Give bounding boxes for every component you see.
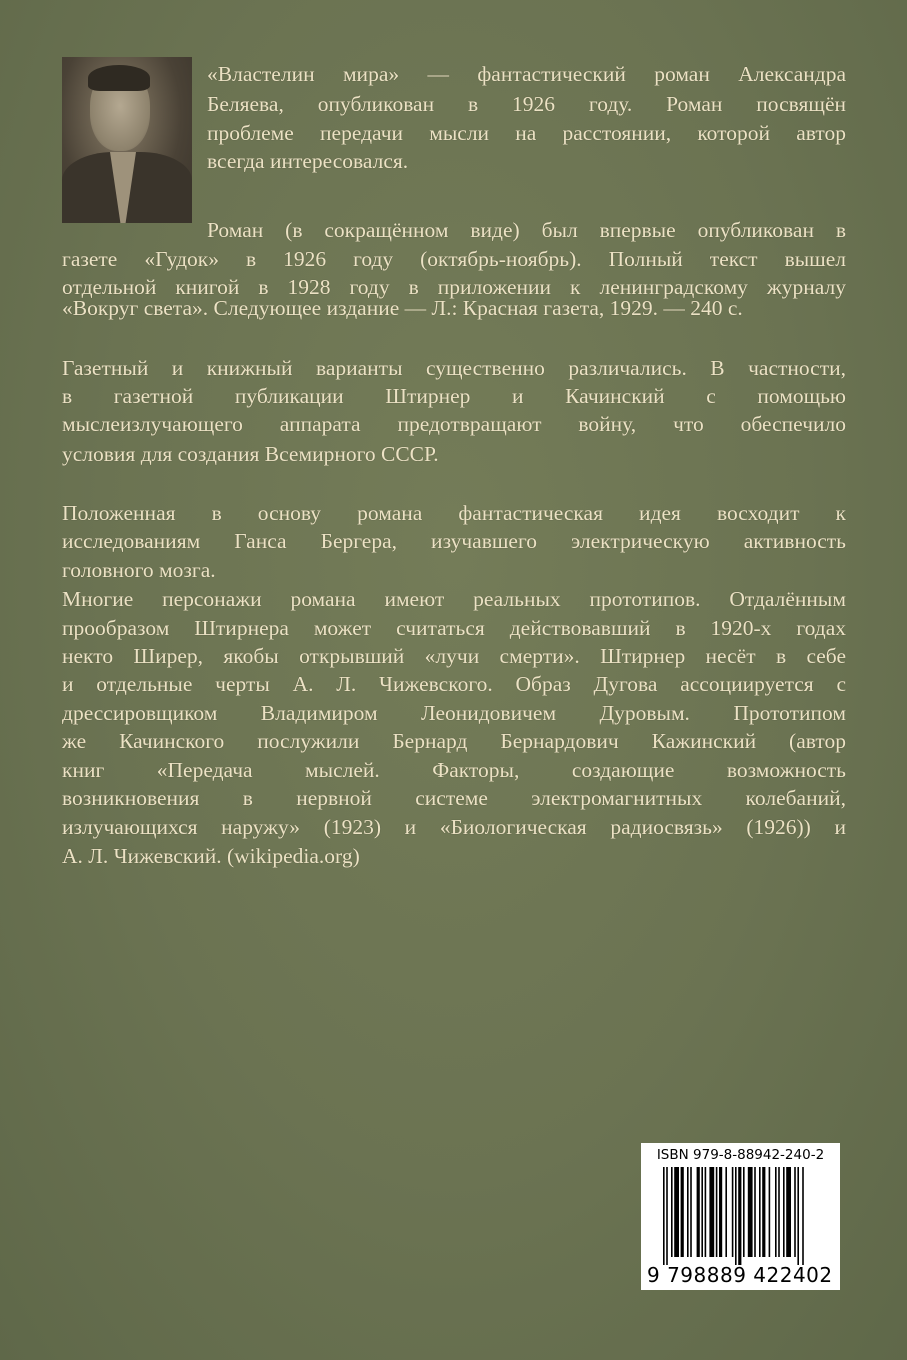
- paragraph-1-line: всегда интересовался.: [207, 149, 409, 173]
- barcode-bar: [743, 1167, 745, 1257]
- barcode-bar: [786, 1167, 791, 1257]
- author-portrait: [62, 57, 192, 223]
- paragraph-5-line: книг «Передача мыслей. Факторы, создающие возможность: [62, 758, 846, 782]
- paragraph-3-line: мыслеизлучающего аппарата предотвращают войну, что обеспечило: [62, 412, 846, 436]
- barcode-bar: [738, 1167, 741, 1265]
- paragraph-3-line: условия для создания Всемирного СССР.: [62, 442, 439, 466]
- barcode-bar: [794, 1167, 796, 1257]
- barcode-bars: [663, 1167, 819, 1265]
- barcode-bar: [775, 1167, 777, 1257]
- barcode-bar: [725, 1167, 727, 1257]
- paragraph-1-line: проблеме передачи мысли на расстоянии, которой автор: [207, 121, 846, 145]
- barcode-bar: [681, 1167, 684, 1257]
- paragraph-5-line: дрессировщиком Владимиром Леонидовичем Дуровым. Прототипом: [62, 701, 846, 725]
- paragraph-5-line: А. Л. Чижевский. (wikipedia.org): [62, 844, 360, 868]
- barcode-bar: [797, 1167, 799, 1265]
- paragraph-5-line: и отдельные черты А. Л. Чижевского. Образ Дугова ассоциируется с: [62, 672, 846, 696]
- barcode-bar: [783, 1167, 785, 1257]
- barcode-bar: [769, 1167, 771, 1257]
- paragraph-3-line: в газетной публикации Штирнер и Качинский с помощью: [62, 384, 846, 408]
- barcode-bar: [697, 1167, 700, 1257]
- barcode-bar: [732, 1167, 734, 1257]
- barcode-bar: [690, 1167, 692, 1257]
- paragraph-5-line: некто Ширер, якобы открывший «лучи смерти». Штирнер несёт в себе: [62, 644, 846, 668]
- paragraph-4-line: исследованиям Ганса Бергера, изучавшего электрическую активность: [62, 529, 846, 553]
- paragraph-2-line: газете «Гудок» в 1926 году (октябрь-ноябрь). Полный текст вышел: [62, 247, 846, 271]
- paragraph-5-line: Многие персонажи романа имеют реальных прототипов. Отдалённым: [62, 587, 846, 611]
- barcode-bar: [735, 1167, 737, 1265]
- paragraph-5-line: же Качинского послужили Бернард Бернардович Кажинский (автор: [62, 729, 846, 753]
- barcode-digits: 9 798889 422402: [647, 1263, 833, 1287]
- paragraph-2-line: «Вокруг света». Следующее издание — Л.: Красная газета, 1929. — 240 с.: [62, 296, 743, 320]
- isbn-label: ISBN 979-8-88942-240-2: [656, 1147, 825, 1163]
- barcode-bar: [701, 1167, 703, 1257]
- paragraph-5-line: прообразом Штирнера может считаться действовавший в 1920-х годах: [62, 616, 846, 640]
- barcode-bar: [716, 1167, 718, 1257]
- barcode-bar: [762, 1167, 765, 1257]
- barcode-bar: [666, 1167, 668, 1265]
- barcode-bar: [674, 1167, 679, 1257]
- barcode-bar: [778, 1167, 780, 1257]
- paragraph-1-line: «Властелин мира» — фантастический роман Александра: [207, 62, 846, 86]
- paragraph-5-line: излучающихся наружу» (1923) и «Биологическая радиосвязь» (1926)) и: [62, 815, 846, 839]
- paragraph-4-line: головного мозга.: [62, 558, 216, 582]
- barcode-bar: [754, 1167, 756, 1257]
- barcode-bar: [671, 1167, 673, 1257]
- barcode-bar: [663, 1167, 665, 1265]
- barcode-bar: [719, 1167, 722, 1257]
- barcode-bar: [709, 1167, 714, 1257]
- paragraph-5-line: возникновения в нервной системе электромагнитных колебаний,: [62, 786, 846, 810]
- barcode-bar: [748, 1167, 753, 1257]
- paragraph-3-line: Газетный и книжный варианты существенно различались. В частности,: [62, 356, 846, 380]
- barcode-bar: [687, 1167, 689, 1257]
- paragraph-2-line: Роман (в сокращённом виде) был впервые опубликован в: [207, 218, 846, 242]
- isbn-barcode: [641, 1143, 840, 1290]
- barcode-bar: [705, 1167, 707, 1257]
- barcode-bar: [802, 1167, 804, 1265]
- paragraph-2-line: отдельной книгой в 1928 году в приложении к ленинградскому журналу: [62, 275, 846, 299]
- paragraph-4-line: Положенная в основу романа фантастическая идея восходит к: [62, 501, 846, 525]
- paragraph-1-line: Беляева, опубликован в 1926 году. Роман посвящён: [207, 92, 846, 116]
- barcode-bar: [759, 1167, 761, 1257]
